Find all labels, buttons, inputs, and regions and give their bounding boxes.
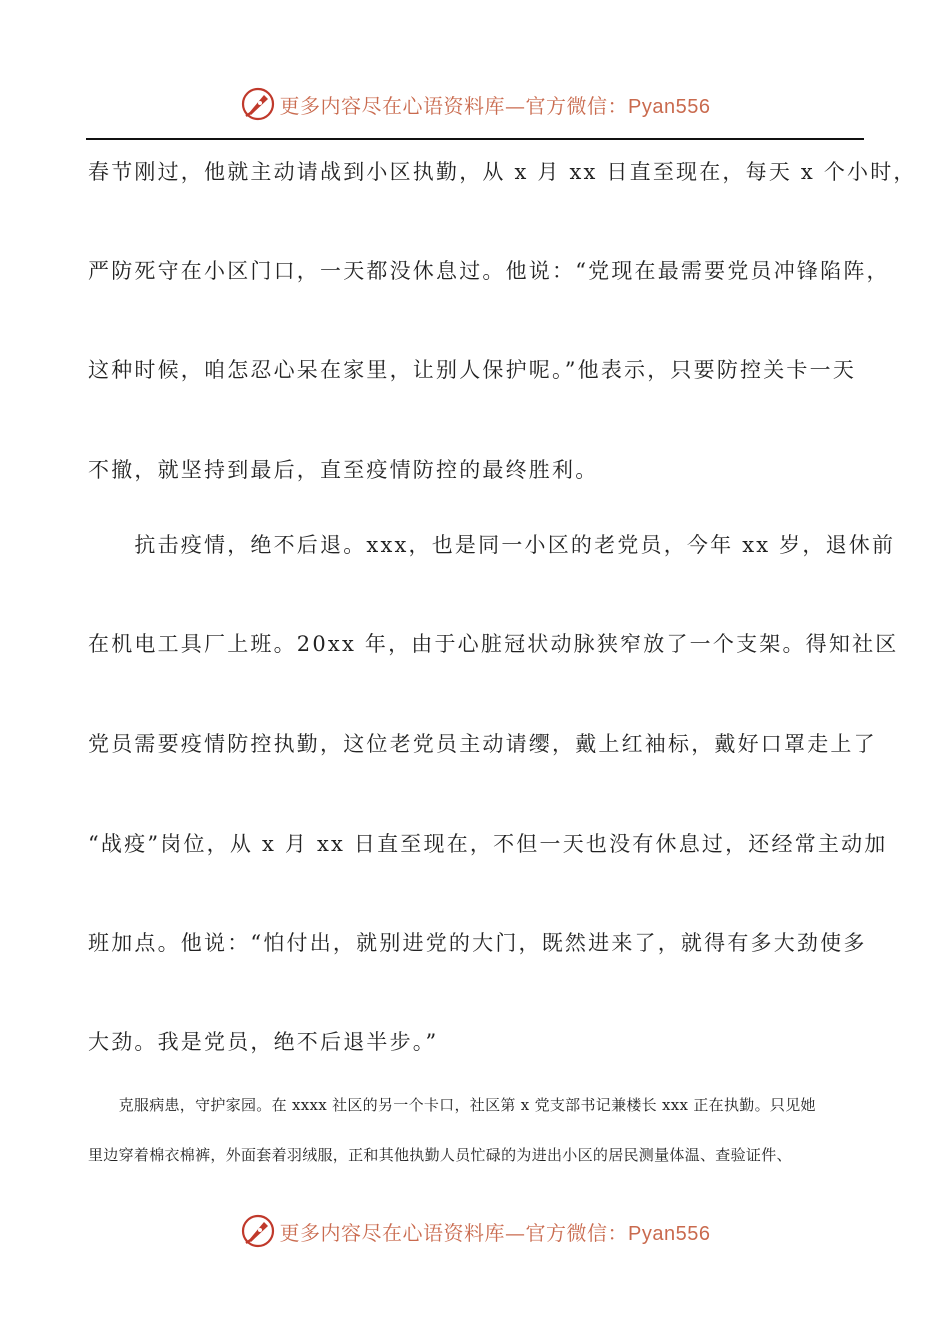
header-banner — [0, 84, 950, 124]
body-line-small: 里边穿着棉衣棉裤，外面套着羽绒服，正和其他执勤人员忙碌的为进出小区的居民测量体温、查验证件、 — [88, 1146, 792, 1164]
body-line: 抗击疫情，绝不后退。xxx，也是同一小区的老党员，今年 xx 岁，退休前 — [88, 533, 896, 557]
body-line: 不撤，就坚持到最后，直至疫情防控的最终胜利。 — [88, 458, 599, 482]
body-line: 严防死守在小区门口，一天都没休息过。他说：“党现在最需要党员冲锋陷阵， — [88, 259, 890, 283]
header-banner-text: 更多内容尽在心语资料库—官方微信：Pyan556 — [279, 93, 711, 118]
body-line: 春节刚过，他就主动请战到小区执勤，从 x 月 xx 日直至现在，每天 x 个小时， — [88, 160, 917, 184]
pen-nib-circle-icon — [240, 86, 276, 122]
body-line: “战疫”岗位，从 x 月 xx 日直至现在，不但一天也没有休息过，还经常主动加 — [88, 832, 888, 856]
body-line: 这种时候，咱怎忍心呆在家里，让别人保护呢。”他表示，只要防控关卡一天 — [88, 358, 857, 382]
footer-banner — [0, 1211, 950, 1251]
body-line: 班加点。他说：“怕付出，就别进党的大门，既然进来了，就得有多大劲使多 — [88, 931, 867, 955]
body-line-small: 克服病患，守护家园。在 xxxx 社区的另一个卡口，社区第 x 党支部书记兼楼长 xxx 正在执勤。只见她 — [88, 1096, 816, 1114]
pen-nib-circle-icon — [240, 1213, 276, 1249]
footer-banner-text: 更多内容尽在心语资料库—官方微信：Pyan556 — [279, 1220, 711, 1245]
body-line: 在机电工具厂上班。20xx 年，由于心脏冠状动脉狭窄放了一个支架。得知社区 — [88, 632, 899, 656]
body-line: 党员需要疫情防控执勤，这位老党员主动请缨，戴上红袖标，戴好口罩走上了 — [88, 732, 877, 756]
body-line: 大劲。我是党员，绝不后退半步。” — [88, 1030, 439, 1054]
header-divider — [86, 138, 864, 140]
